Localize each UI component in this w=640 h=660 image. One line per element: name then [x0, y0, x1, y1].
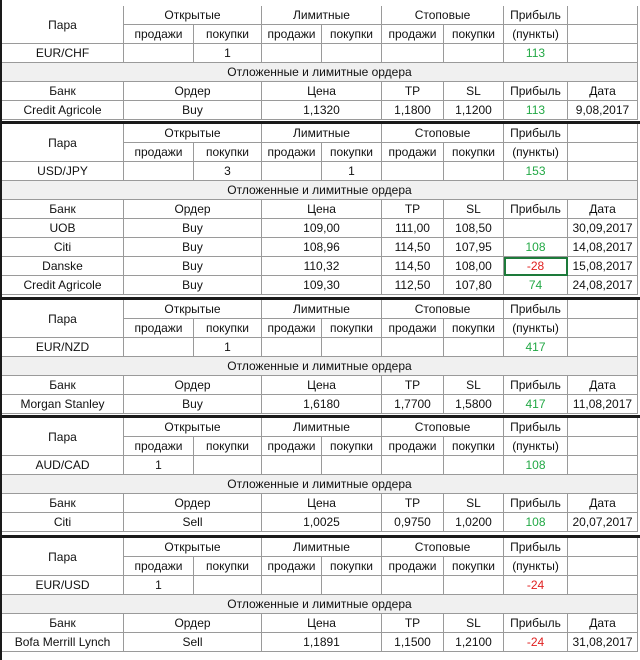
limit-header-cell[interactable]: Лимитные — [262, 300, 382, 319]
tp-header-cell[interactable]: TP — [382, 614, 444, 633]
order-type-cell[interactable]: Sell — [124, 633, 262, 652]
empty-cell[interactable] — [568, 300, 638, 319]
bank-header-cell[interactable]: Банк — [2, 494, 124, 513]
price-header-cell[interactable]: Цена — [262, 200, 382, 219]
buy-subheader-cell[interactable]: покупки — [194, 319, 262, 338]
tp-header-cell[interactable]: TP — [382, 494, 444, 513]
price-cell[interactable]: 109,30 — [262, 276, 382, 295]
sell-subheader-cell[interactable]: продажи — [382, 557, 444, 576]
pair-profit-cell[interactable]: 417 — [504, 338, 568, 357]
date-header-cell[interactable]: Дата — [568, 494, 638, 513]
count-cell[interactable] — [444, 456, 504, 475]
price-cell[interactable]: 1,1891 — [262, 633, 382, 652]
pair-profit-cell[interactable]: 153 — [504, 162, 568, 181]
buy-subheader-cell[interactable]: покупки — [322, 319, 382, 338]
date-cell[interactable]: 31,08,2017 — [568, 633, 638, 652]
buy-subheader-cell[interactable]: покупки — [444, 319, 504, 338]
open-header-cell[interactable]: Открытые — [124, 124, 262, 143]
pair-cell[interactable]: USD/JPY — [2, 162, 124, 181]
date-header-cell[interactable]: Дата — [568, 200, 638, 219]
count-cell[interactable] — [444, 44, 504, 63]
tp-cell[interactable]: 114,50 — [382, 257, 444, 276]
sl-cell[interactable]: 1,2100 — [444, 633, 504, 652]
order-header-cell[interactable]: Ордер — [124, 494, 262, 513]
price-header-cell[interactable]: Цена — [262, 376, 382, 395]
order-header-cell[interactable]: Ордер — [124, 200, 262, 219]
bank-cell[interactable]: Danske — [2, 257, 124, 276]
empty-cell[interactable] — [568, 143, 638, 162]
count-cell[interactable] — [322, 576, 382, 595]
order-profit-cell[interactable]: -24 — [504, 633, 568, 652]
sell-subheader-cell[interactable]: продажи — [124, 557, 194, 576]
sl-cell[interactable]: 1,1200 — [444, 101, 504, 120]
profit-header-cell[interactable]: Прибыль — [504, 494, 568, 513]
profit-header-cell[interactable]: Прибыль — [504, 200, 568, 219]
buy-subheader-cell[interactable]: покупки — [444, 557, 504, 576]
tp-cell[interactable]: 1,1500 — [382, 633, 444, 652]
buy-subheader-cell[interactable]: покупки — [444, 25, 504, 44]
stop-header-cell[interactable]: Стоповые — [382, 6, 504, 25]
sell-subheader-cell[interactable]: продажи — [382, 25, 444, 44]
tp-cell[interactable]: 1,7700 — [382, 395, 444, 414]
empty-cell[interactable] — [568, 538, 638, 557]
bank-cell[interactable]: Citi — [2, 238, 124, 257]
pair-header-cell[interactable]: Пара — [2, 300, 124, 338]
count-cell[interactable]: 1 — [124, 456, 194, 475]
price-header-cell[interactable]: Цена — [262, 82, 382, 101]
sl-cell[interactable]: 107,80 — [444, 276, 504, 295]
bank-cell[interactable]: Bofa Merrill Lynch — [2, 633, 124, 652]
buy-subheader-cell[interactable]: покупки — [322, 143, 382, 162]
pair-header-cell[interactable]: Пара — [2, 6, 124, 44]
empty-cell[interactable] — [568, 6, 638, 25]
count-cell[interactable] — [262, 456, 322, 475]
date-cell[interactable]: 20,07,2017 — [568, 513, 638, 532]
bank-cell[interactable]: Citi — [2, 513, 124, 532]
tp-header-cell[interactable]: TP — [382, 200, 444, 219]
empty-cell[interactable] — [568, 25, 638, 44]
bank-cell[interactable]: Credit Agricole — [2, 101, 124, 120]
order-type-cell[interactable]: Buy — [124, 219, 262, 238]
pair-profit-cell[interactable]: 108 — [504, 456, 568, 475]
sl-cell[interactable]: 1,5800 — [444, 395, 504, 414]
points-header-cell[interactable]: (пункты) — [504, 143, 568, 162]
order-header-cell[interactable]: Ордер — [124, 376, 262, 395]
buy-subheader-cell[interactable]: покупки — [322, 25, 382, 44]
count-cell[interactable] — [124, 44, 194, 63]
limit-header-cell[interactable]: Лимитные — [262, 538, 382, 557]
points-header-cell[interactable]: (пункты) — [504, 437, 568, 456]
date-header-cell[interactable]: Дата — [568, 614, 638, 633]
count-cell[interactable] — [124, 162, 194, 181]
sell-subheader-cell[interactable]: продажи — [124, 143, 194, 162]
buy-subheader-cell[interactable]: покупки — [194, 143, 262, 162]
price-header-cell[interactable]: Цена — [262, 614, 382, 633]
sell-subheader-cell[interactable]: продажи — [382, 437, 444, 456]
count-cell[interactable] — [322, 44, 382, 63]
order-header-cell[interactable]: Ордер — [124, 614, 262, 633]
count-cell[interactable] — [322, 456, 382, 475]
price-cell[interactable]: 1,6180 — [262, 395, 382, 414]
pending-orders-title[interactable]: Отложенные и лимитные ордера — [2, 475, 638, 494]
count-cell[interactable] — [382, 456, 444, 475]
stop-header-cell[interactable]: Стоповые — [382, 124, 504, 143]
order-type-cell[interactable]: Buy — [124, 276, 262, 295]
order-profit-cell[interactable]: 108 — [504, 238, 568, 257]
date-header-cell[interactable]: Дата — [568, 376, 638, 395]
profit-header-cell[interactable]: Прибыль — [504, 124, 568, 143]
stop-header-cell[interactable]: Стоповые — [382, 538, 504, 557]
sell-subheader-cell[interactable]: продажи — [262, 319, 322, 338]
open-header-cell[interactable]: Открытые — [124, 538, 262, 557]
buy-subheader-cell[interactable]: покупки — [194, 437, 262, 456]
sl-cell[interactable]: 1,0200 — [444, 513, 504, 532]
tp-header-cell[interactable]: TP — [382, 376, 444, 395]
sl-header-cell[interactable]: SL — [444, 494, 504, 513]
empty-cell[interactable] — [568, 124, 638, 143]
profit-header-cell[interactable]: Прибыль — [504, 538, 568, 557]
count-cell[interactable]: 1 — [194, 338, 262, 357]
empty-cell[interactable] — [568, 319, 638, 338]
buy-subheader-cell[interactable]: покупки — [444, 437, 504, 456]
limit-header-cell[interactable]: Лимитные — [262, 418, 382, 437]
date-cell[interactable]: 14,08,2017 — [568, 238, 638, 257]
order-profit-cell[interactable]: -28 — [504, 257, 568, 276]
date-cell[interactable]: 11,08,2017 — [568, 395, 638, 414]
count-cell[interactable] — [262, 576, 322, 595]
sl-header-cell[interactable]: SL — [444, 376, 504, 395]
order-type-cell[interactable]: Buy — [124, 101, 262, 120]
order-profit-cell[interactable]: 74 — [504, 276, 568, 295]
limit-header-cell[interactable]: Лимитные — [262, 124, 382, 143]
open-header-cell[interactable]: Открытые — [124, 6, 262, 25]
pair-header-cell[interactable]: Пара — [2, 538, 124, 576]
sl-header-cell[interactable]: SL — [444, 614, 504, 633]
tp-cell[interactable]: 112,50 — [382, 276, 444, 295]
count-cell[interactable] — [262, 162, 322, 181]
order-type-cell[interactable]: Buy — [124, 257, 262, 276]
empty-cell[interactable] — [568, 162, 638, 181]
count-cell[interactable] — [382, 44, 444, 63]
bank-header-cell[interactable]: Банк — [2, 200, 124, 219]
pair-header-cell[interactable]: Пара — [2, 418, 124, 456]
sell-subheader-cell[interactable]: продажи — [262, 143, 322, 162]
open-header-cell[interactable]: Открытые — [124, 418, 262, 437]
order-type-cell[interactable]: Sell — [124, 513, 262, 532]
count-cell[interactable] — [262, 44, 322, 63]
tp-cell[interactable]: 111,00 — [382, 219, 444, 238]
date-header-cell[interactable]: Дата — [568, 82, 638, 101]
price-header-cell[interactable]: Цена — [262, 494, 382, 513]
sl-cell[interactable]: 108,50 — [444, 219, 504, 238]
count-cell[interactable] — [444, 576, 504, 595]
order-profit-cell[interactable]: 417 — [504, 395, 568, 414]
sl-cell[interactable]: 108,00 — [444, 257, 504, 276]
count-cell[interactable] — [194, 576, 262, 595]
empty-cell[interactable] — [568, 576, 638, 595]
count-cell[interactable] — [444, 162, 504, 181]
price-cell[interactable]: 110,32 — [262, 257, 382, 276]
empty-cell[interactable] — [568, 456, 638, 475]
empty-cell[interactable] — [568, 557, 638, 576]
order-profit-cell[interactable]: 108 — [504, 513, 568, 532]
bank-header-cell[interactable]: Банк — [2, 614, 124, 633]
open-header-cell[interactable]: Открытые — [124, 300, 262, 319]
date-cell[interactable]: 24,08,2017 — [568, 276, 638, 295]
order-profit-cell[interactable]: 113 — [504, 101, 568, 120]
empty-cell[interactable] — [568, 437, 638, 456]
pending-orders-title[interactable]: Отложенные и лимитные ордера — [2, 357, 638, 376]
buy-subheader-cell[interactable]: покупки — [444, 143, 504, 162]
sl-header-cell[interactable]: SL — [444, 200, 504, 219]
profit-header-cell[interactable]: Прибыль — [504, 82, 568, 101]
count-cell[interactable] — [262, 338, 322, 357]
bank-header-cell[interactable]: Банк — [2, 82, 124, 101]
limit-header-cell[interactable]: Лимитные — [262, 6, 382, 25]
sell-subheader-cell[interactable]: продажи — [262, 557, 322, 576]
sl-cell[interactable]: 107,95 — [444, 238, 504, 257]
count-cell[interactable] — [124, 338, 194, 357]
tp-cell[interactable]: 1,1800 — [382, 101, 444, 120]
profit-header-cell[interactable]: Прибыль — [504, 418, 568, 437]
sell-subheader-cell[interactable]: продажи — [124, 319, 194, 338]
price-cell[interactable]: 1,0025 — [262, 513, 382, 532]
bank-cell[interactable]: UOB — [2, 219, 124, 238]
pair-profit-cell[interactable]: -24 — [504, 576, 568, 595]
sell-subheader-cell[interactable]: продажи — [262, 25, 322, 44]
bank-cell[interactable]: Morgan Stanley — [2, 395, 124, 414]
profit-header-cell[interactable]: Прибыль — [504, 376, 568, 395]
count-cell[interactable] — [444, 338, 504, 357]
price-cell[interactable]: 108,96 — [262, 238, 382, 257]
profit-header-cell[interactable]: Прибыль — [504, 614, 568, 633]
sell-subheader-cell[interactable]: продажи — [262, 437, 322, 456]
price-cell[interactable]: 109,00 — [262, 219, 382, 238]
pair-cell[interactable]: EUR/USD — [2, 576, 124, 595]
price-cell[interactable]: 1,1320 — [262, 101, 382, 120]
count-cell[interactable] — [382, 162, 444, 181]
pending-orders-title[interactable]: Отложенные и лимитные ордера — [2, 595, 638, 614]
tp-cell[interactable]: 0,9750 — [382, 513, 444, 532]
pair-cell[interactable]: EUR/CHF — [2, 44, 124, 63]
sell-subheader-cell[interactable]: продажи — [382, 143, 444, 162]
pair-header-cell[interactable]: Пара — [2, 124, 124, 162]
pending-orders-title[interactable]: Отложенные и лимитные ордера — [2, 181, 638, 200]
profit-header-cell[interactable]: Прибыль — [504, 300, 568, 319]
empty-cell[interactable] — [568, 44, 638, 63]
points-header-cell[interactable]: (пункты) — [504, 25, 568, 44]
buy-subheader-cell[interactable]: покупки — [194, 25, 262, 44]
sell-subheader-cell[interactable]: продажи — [382, 319, 444, 338]
count-cell[interactable] — [382, 338, 444, 357]
pending-orders-title[interactable]: Отложенные и лимитные ордера — [2, 63, 638, 82]
empty-cell[interactable] — [568, 338, 638, 357]
tp-cell[interactable]: 114,50 — [382, 238, 444, 257]
order-type-cell[interactable]: Buy — [124, 238, 262, 257]
date-cell[interactable]: 15,08,2017 — [568, 257, 638, 276]
date-cell[interactable]: 30,09,2017 — [568, 219, 638, 238]
count-cell[interactable]: 3 — [194, 162, 262, 181]
count-cell[interactable]: 1 — [194, 44, 262, 63]
profit-header-cell[interactable]: Прибыль — [504, 6, 568, 25]
sl-header-cell[interactable]: SL — [444, 82, 504, 101]
sell-subheader-cell[interactable]: продажи — [124, 25, 194, 44]
points-header-cell[interactable]: (пункты) — [504, 557, 568, 576]
order-header-cell[interactable]: Ордер — [124, 82, 262, 101]
sell-subheader-cell[interactable]: продажи — [124, 437, 194, 456]
pair-cell[interactable]: AUD/CAD — [2, 456, 124, 475]
count-cell[interactable] — [194, 456, 262, 475]
order-profit-cell[interactable] — [504, 219, 568, 238]
bank-header-cell[interactable]: Банк — [2, 376, 124, 395]
points-header-cell[interactable]: (пункты) — [504, 319, 568, 338]
count-cell[interactable]: 1 — [322, 162, 382, 181]
empty-cell[interactable] — [568, 418, 638, 437]
stop-header-cell[interactable]: Стоповые — [382, 300, 504, 319]
count-cell[interactable] — [382, 576, 444, 595]
order-type-cell[interactable]: Buy — [124, 395, 262, 414]
count-cell[interactable]: 1 — [124, 576, 194, 595]
buy-subheader-cell[interactable]: покупки — [194, 557, 262, 576]
count-cell[interactable] — [322, 338, 382, 357]
tp-header-cell[interactable]: TP — [382, 82, 444, 101]
pair-profit-cell[interactable]: 113 — [504, 44, 568, 63]
buy-subheader-cell[interactable]: покупки — [322, 437, 382, 456]
pair-cell[interactable]: EUR/NZD — [2, 338, 124, 357]
stop-header-cell[interactable]: Стоповые — [382, 418, 504, 437]
date-cell[interactable]: 9,08,2017 — [568, 101, 638, 120]
bank-cell[interactable]: Credit Agricole — [2, 276, 124, 295]
buy-subheader-cell[interactable]: покупки — [322, 557, 382, 576]
